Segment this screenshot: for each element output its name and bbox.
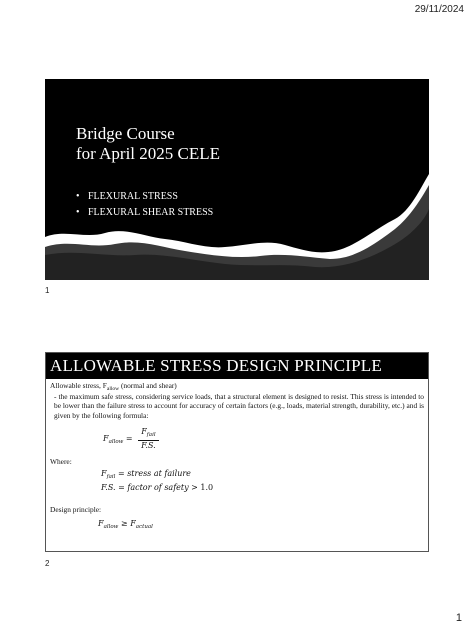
- slide-2: [45, 352, 429, 552]
- allowable-stress-intro: Allowable stress, $F_{allow}$ (normal and shear): [50, 381, 177, 392]
- allowable-stress-description: - the maximum safe stress, considering service loads, that a structural element is designed to resist. This stress is intended to be lower than the failure stress to account for accuracy of certain factors (e.g., loads, material strength, durability, etc.) and is given by the following formula:: [54, 392, 424, 420]
- allowable-stress-formula: $F_{allow}$ = $\frac{F_{fail}}{F.S.}$: [103, 427, 159, 451]
- design-principle-formula: $F_{allow} \ge F_{actual}$: [98, 519, 153, 530]
- torn-paper-graphic: [45, 79, 429, 280]
- bullet-item: • FLEXURAL SHEAR STRESS: [76, 207, 214, 218]
- slide-1-number: 1: [45, 286, 50, 295]
- bullet-item: • FLEXURAL STRESS: [76, 191, 178, 202]
- print-date: 29/11/2024: [414, 4, 464, 15]
- where-item-fail-stress: $F_{fail}$ = stress at failure: [101, 469, 191, 480]
- slide-1-title: Bridge Course for April 2025 CELE: [76, 124, 221, 163]
- where-label: Where:: [50, 457, 72, 466]
- slide-2-number: 2: [45, 559, 50, 568]
- design-principle-label: Design principle:: [50, 505, 102, 514]
- slide-2-title: ALLOWABLE STRESS DESIGN PRINCIPLE: [46, 353, 428, 379]
- slide-1-bullet-list: [76, 189, 213, 221]
- where-item-factor-of-safety: F.S. = factor of safety > 1.0: [101, 483, 214, 492]
- slide-1: [45, 79, 429, 280]
- page-number: 1: [455, 612, 462, 624]
